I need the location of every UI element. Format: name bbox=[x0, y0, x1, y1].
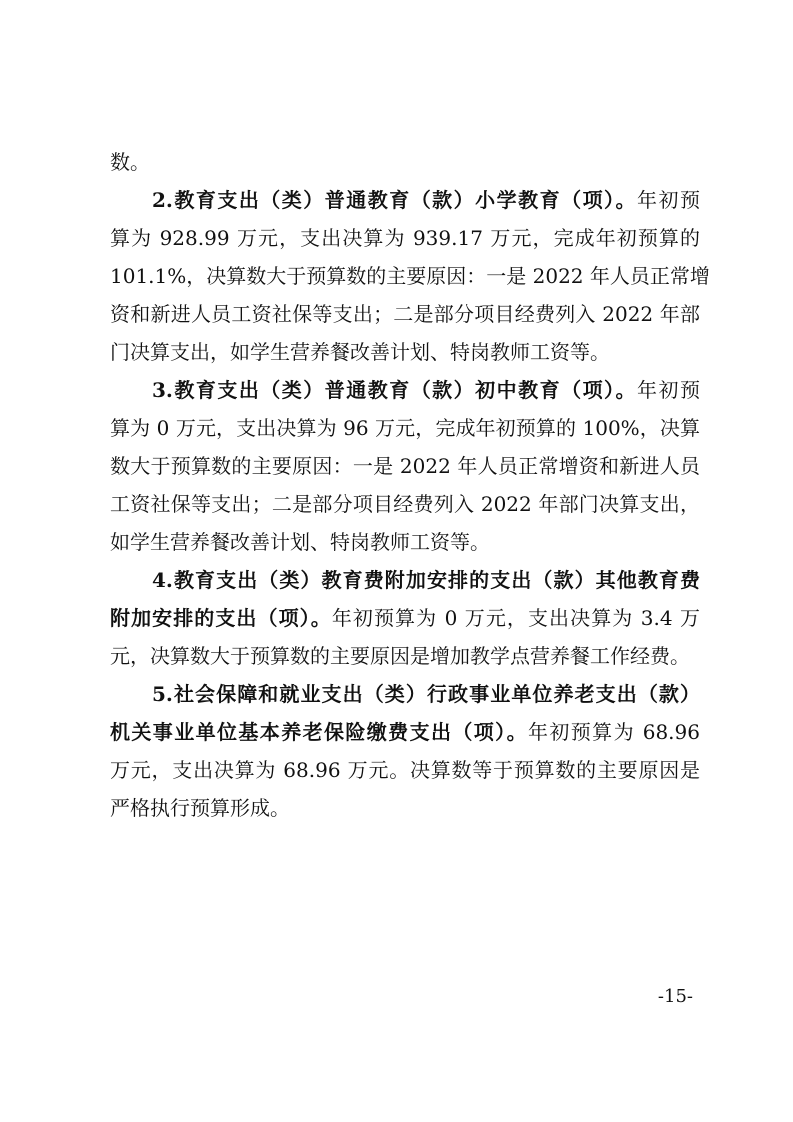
section-heading: 4.教育支出（类）教育费附加安排的支出（款）其他教育费 bbox=[152, 568, 700, 592]
paragraph-pension-insurance bbox=[110, 675, 700, 827]
section-heading: 机关事业单位基本养老保险缴费支出（项）。 bbox=[110, 720, 528, 744]
line-text: 年初预算为 68.96 bbox=[527, 720, 700, 744]
section-heading: 2.教育支出（类）普通教育（款）小学教育（项）。 bbox=[152, 188, 638, 212]
line-text: 严格执行预算形成。 bbox=[110, 796, 290, 820]
line-text: 万元，支出决算为 68.96 万元。决算数等于预算数的主要原因是 bbox=[110, 758, 700, 782]
text-line bbox=[110, 219, 700, 257]
text-line bbox=[110, 447, 700, 485]
section-heading: 5.社会保障和就业支出（类）行政事业单位养老支出（款） bbox=[152, 682, 700, 706]
line-text: 算为 0 万元，支出决算为 96 万元，完成年初预算的 100%，决算 bbox=[110, 416, 700, 440]
text-line bbox=[110, 295, 700, 333]
line-text: 工资社保等支出；二是部分项目经费列入 2022 年部门决算支出， bbox=[110, 492, 700, 516]
text-line bbox=[110, 143, 700, 181]
text-line bbox=[110, 599, 700, 637]
line-text: 算为 928.99 万元，支出决算为 939.17 万元，完成年初预算的 bbox=[110, 226, 700, 250]
text-line bbox=[110, 333, 700, 371]
line-text: 如学生营养餐改善计划、特岗教师工资等。 bbox=[110, 530, 490, 554]
text-line bbox=[110, 409, 700, 447]
text-line bbox=[110, 257, 710, 295]
line-text: 101.1%，决算数大于预算数的主要原因：一是 2022 年人员正常增 bbox=[110, 264, 710, 288]
line-text: 门决算支出，如学生营养餐改善计划、特岗教师工资等。 bbox=[110, 340, 610, 364]
section-heading: 3.教育支出（类）普通教育（款）初中教育（项）。 bbox=[152, 378, 638, 402]
line-text: 年初预 bbox=[637, 188, 700, 212]
page-number: -15- bbox=[657, 986, 693, 1007]
document-body bbox=[110, 143, 710, 827]
text-line bbox=[110, 371, 700, 409]
text-line bbox=[110, 561, 700, 599]
paragraph-primary-education bbox=[110, 181, 710, 371]
text-line bbox=[110, 523, 700, 561]
paragraph-continuation bbox=[110, 143, 700, 181]
paragraph-junior-high-education bbox=[110, 371, 700, 561]
line-text: 年初预算为 0 万元，支出决算为 3.4 万 bbox=[331, 606, 701, 630]
line-text: 年初预 bbox=[637, 378, 700, 402]
text-line bbox=[110, 675, 700, 713]
text-line bbox=[110, 751, 700, 789]
text-line bbox=[110, 181, 700, 219]
paragraph-education-surcharge bbox=[110, 561, 700, 675]
line-text: 数。 bbox=[110, 150, 150, 174]
line-text: 元，决算数大于预算数的主要原因是增加教学点营养餐工作经费。 bbox=[110, 644, 690, 668]
line-text: 数大于预算数的主要原因：一是 2022 年人员正常增资和新进人员 bbox=[110, 454, 700, 478]
text-line bbox=[110, 789, 700, 827]
text-line bbox=[110, 713, 700, 751]
text-line bbox=[110, 637, 700, 675]
text-line bbox=[110, 485, 700, 523]
section-heading: 附加安排的支出（项）。 bbox=[110, 606, 332, 630]
line-text: 资和新进人员工资社保等支出；二是部分项目经费列入 2022 年部 bbox=[110, 302, 700, 326]
